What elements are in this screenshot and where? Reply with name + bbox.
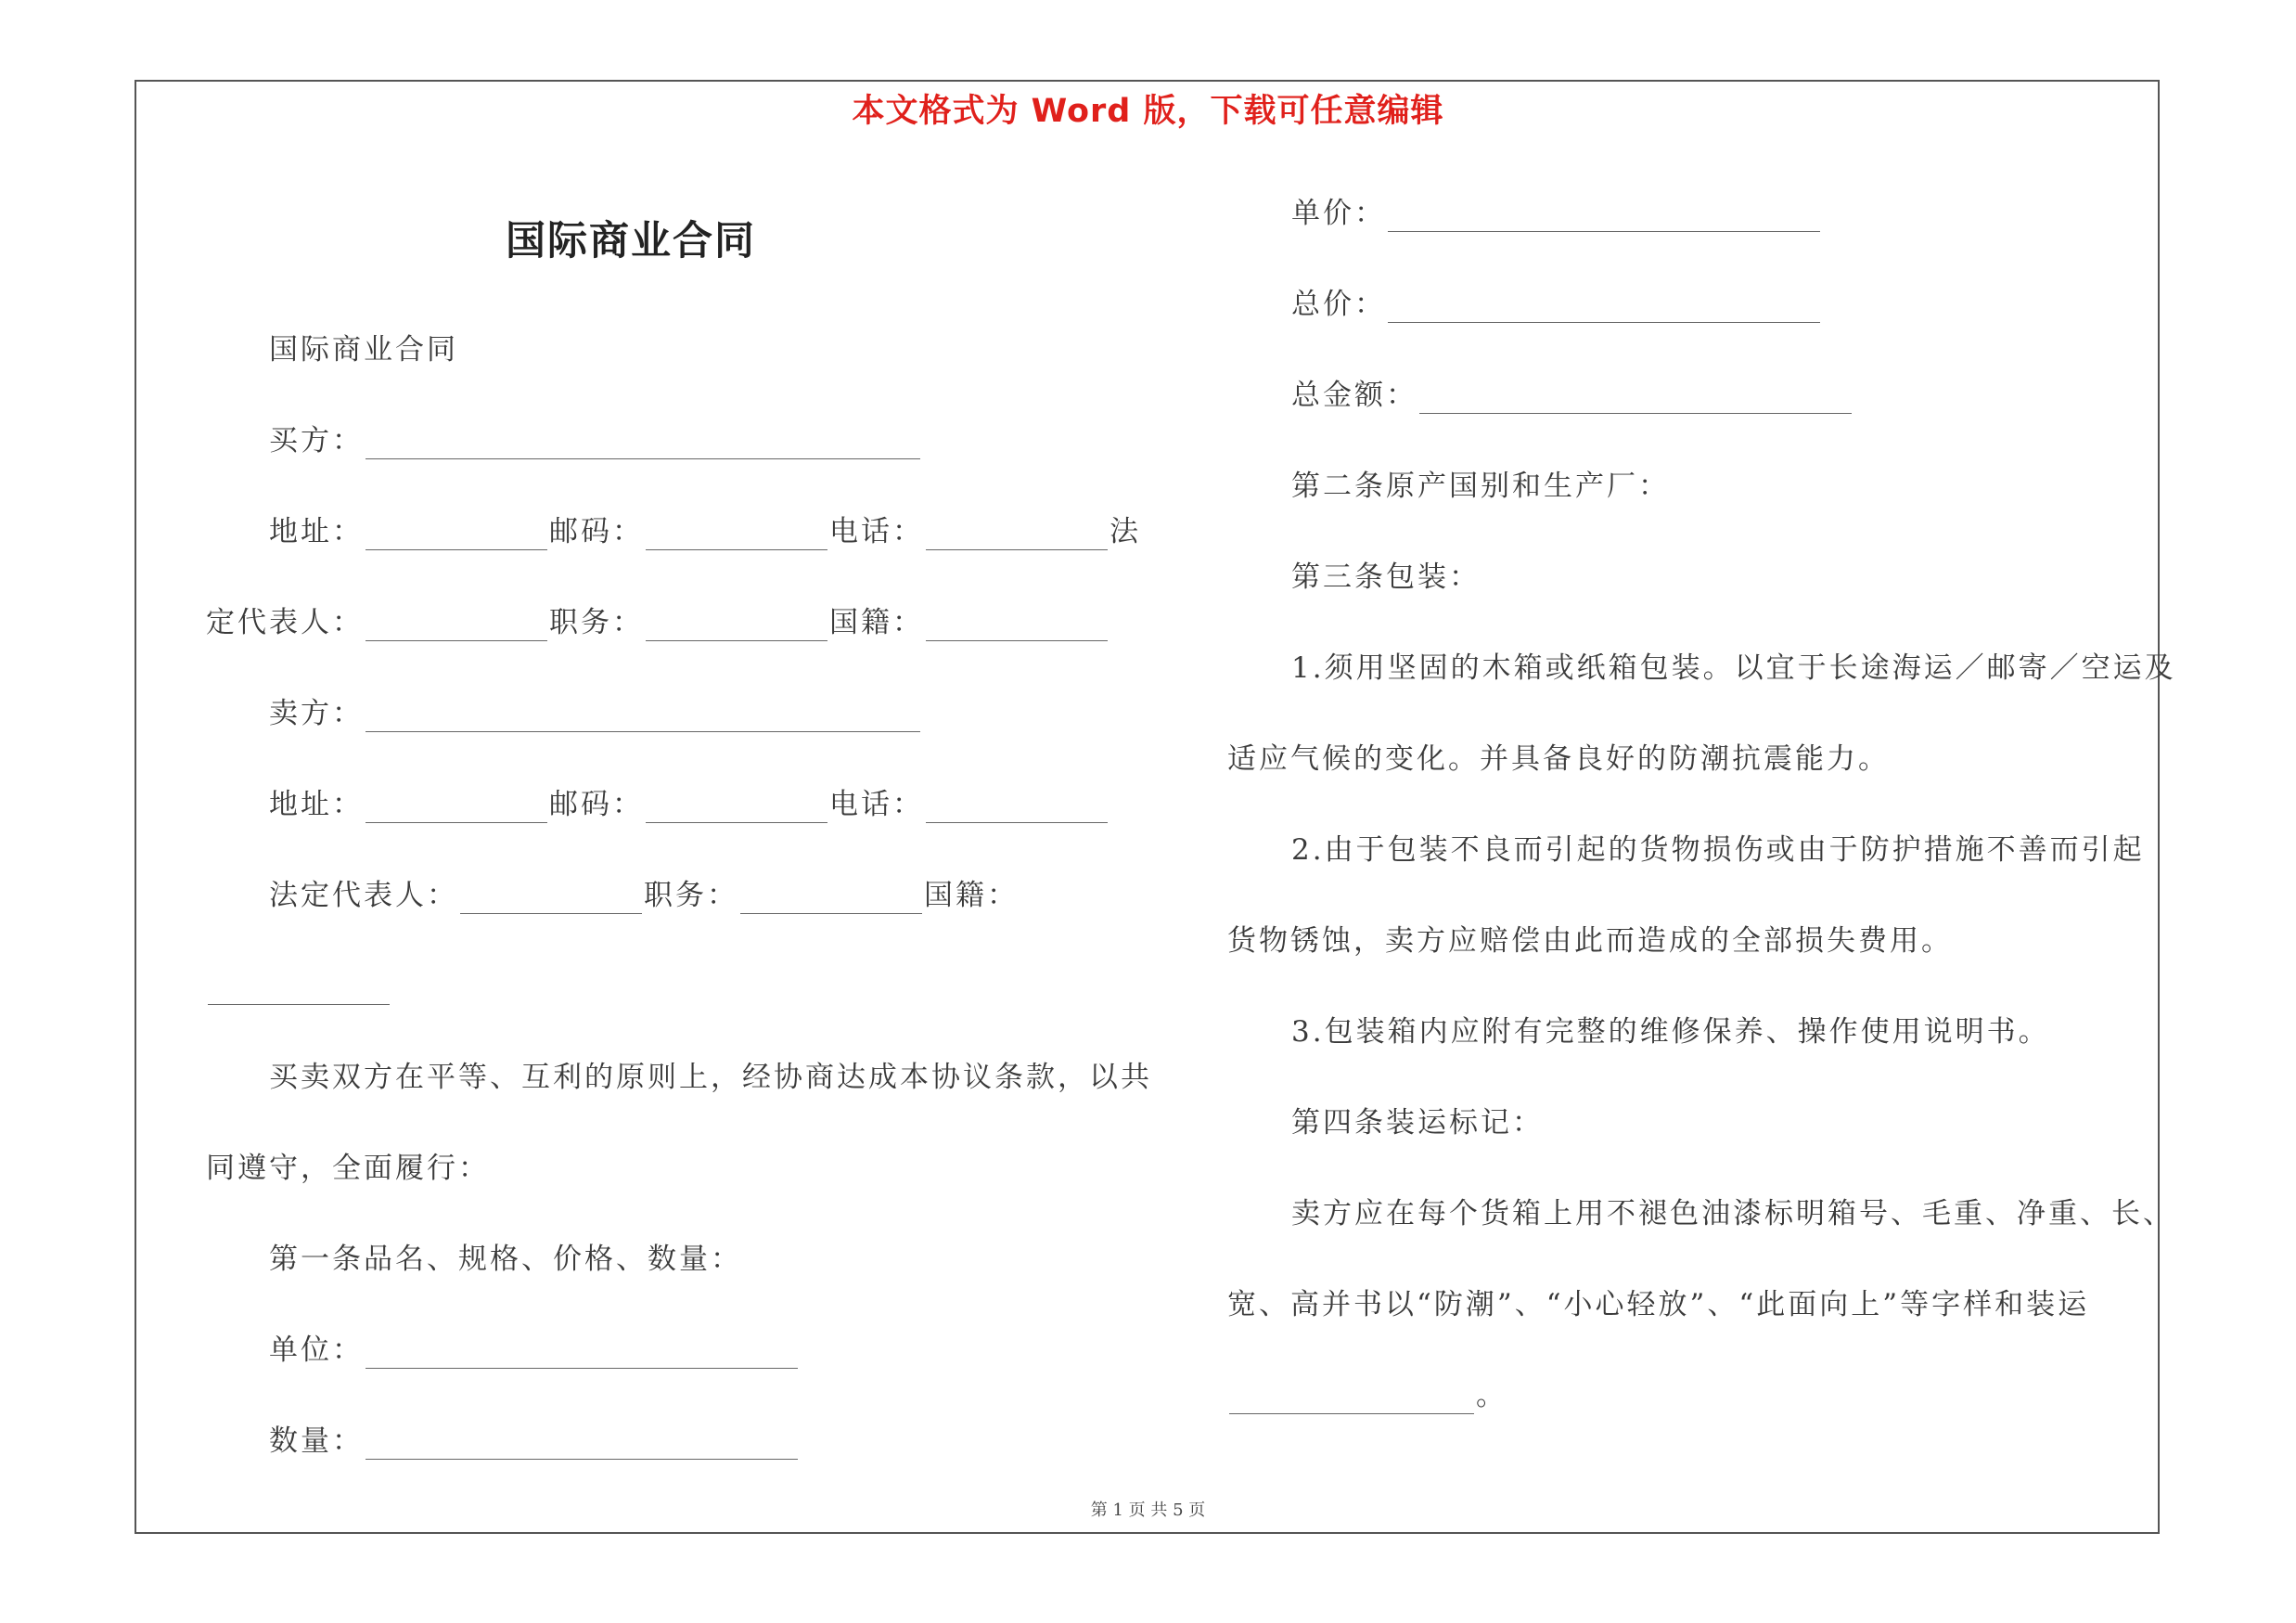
marking-line-1: 卖方应在每个货箱上用不褪色油漆标明箱号、毛重、净重、长、 — [1291, 1197, 2174, 1230]
intro-line-2: 同遵守，全面履行： — [206, 1152, 490, 1185]
zip-blank — [646, 796, 827, 823]
post-label: 职务： — [644, 879, 738, 912]
buyer-address-line — [269, 513, 1141, 550]
article-4-heading: 第四条装运标记： — [1291, 1106, 1544, 1140]
rep-label: 法定代表人： — [269, 879, 458, 912]
unit-price-line — [1291, 195, 1822, 232]
packing-clause-2a: 2.由于包装不良而引起的货物损伤或由于防护措施不善而引起 — [1291, 833, 2145, 867]
rep-blank — [366, 614, 547, 641]
packing-clause-3: 3.包装箱内应附有完整的维修保养、操作使用说明书。 — [1291, 1015, 2050, 1049]
seller-line — [269, 695, 922, 732]
zip-blank — [646, 523, 827, 550]
address-label: 地址： — [269, 515, 364, 548]
marking-end-punct: 。 — [1476, 1379, 1507, 1412]
seller-address-line — [269, 786, 1110, 823]
marking-line-3 — [1227, 1377, 1507, 1414]
packing-clause-2b: 货物锈蚀，卖方应赔偿由此而造成的全部损失费用。 — [1227, 924, 1953, 958]
intro-line-1: 买卖双方在平等、互利的原则上，经协商达成本协议条款，以共 — [269, 1061, 1152, 1094]
unit-label: 单位： — [269, 1333, 364, 1367]
buyer-line — [269, 422, 922, 459]
quantity-blank — [366, 1433, 798, 1460]
quantity-label: 数量： — [269, 1424, 364, 1458]
nationality-overflow-line — [206, 968, 391, 1005]
total-amount-line — [1291, 377, 1853, 414]
total-price-line — [1291, 286, 1822, 323]
marking-line-2: 宽、高并书以“防潮”、“小心轻放”、“此面向上”等字样和装运 — [1227, 1288, 2090, 1321]
zip-label: 邮码： — [549, 788, 644, 821]
article-1-heading: 第一条品名、规格、价格、数量： — [269, 1243, 742, 1276]
unit-blank — [366, 1342, 798, 1369]
packing-clause-1b: 适应气候的变化。并具备良好的防潮抗震能力。 — [1227, 742, 1890, 776]
document-title: 国际商业合同 — [506, 218, 756, 264]
quantity-line — [269, 1423, 800, 1460]
total-price-label: 总价： — [1291, 288, 1386, 321]
subtitle: 国际商业合同 — [269, 333, 458, 367]
post-blank — [740, 887, 922, 914]
address-blank — [366, 523, 547, 550]
tel-label: 电话： — [829, 788, 924, 821]
nationality-label: 国籍： — [829, 606, 924, 639]
seller-blank — [366, 705, 920, 732]
post-blank — [646, 614, 827, 641]
tel-label: 电话： — [829, 515, 924, 548]
seller-rep-line — [269, 877, 1019, 914]
total-amount-label: 总金额： — [1291, 379, 1417, 412]
tel-blank — [926, 523, 1108, 550]
total-amount-blank — [1419, 387, 1852, 414]
nationality-label: 国籍： — [924, 879, 1019, 912]
unit-line — [269, 1332, 800, 1369]
unit-price-blank — [1388, 205, 1820, 232]
buyer-rep-line — [206, 604, 1110, 641]
packing-clause-1a: 1.须用坚固的木箱或纸箱包装。以宜于长途海运／邮寄／空运及 — [1291, 651, 2176, 685]
total-price-blank — [1388, 296, 1820, 323]
address-blank — [366, 796, 547, 823]
legal-prefix: 法 — [1110, 515, 1141, 548]
page-number: 第 1 页 共 5 页 — [1090, 1501, 1206, 1520]
buyer-label: 买方： — [269, 424, 364, 457]
seller-label: 卖方： — [269, 697, 364, 730]
unit-price-label: 单价： — [1291, 197, 1386, 230]
format-banner: 本文格式为 Word 版，下载可任意编辑 — [852, 93, 1444, 130]
article-2-heading: 第二条原产国别和生产厂： — [1291, 470, 1670, 503]
rep-blank — [460, 887, 642, 914]
nationality-blank — [208, 978, 390, 1005]
rep-label: 定代表人： — [206, 606, 364, 639]
buyer-blank — [366, 432, 920, 459]
article-3-heading: 第三条包装： — [1291, 560, 1481, 594]
address-label: 地址： — [269, 788, 364, 821]
tel-blank — [926, 796, 1108, 823]
marking-blank — [1229, 1387, 1474, 1414]
nationality-blank — [926, 614, 1108, 641]
zip-label: 邮码： — [549, 515, 644, 548]
post-label: 职务： — [549, 606, 644, 639]
